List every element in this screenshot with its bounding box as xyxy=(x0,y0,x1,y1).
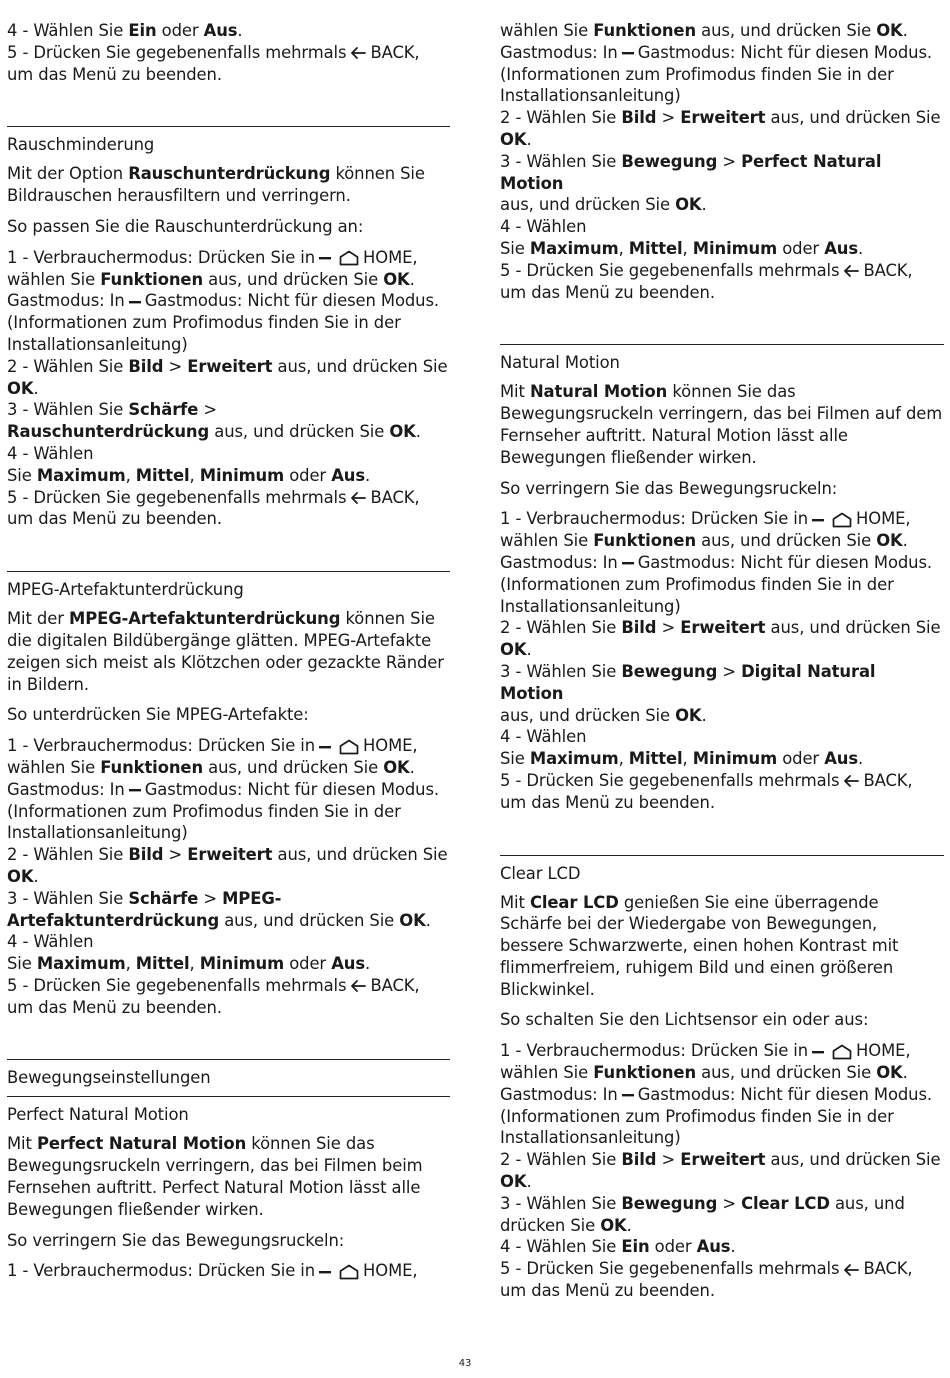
section-heading: MPEG-Artefaktunterdrückung xyxy=(7,580,244,600)
section-how: So passen Sie die Rauschunterdrückung an: xyxy=(7,216,364,236)
step-4: 4 - Wählen Sie Maximum, Mittel, Minimum oder Aus. xyxy=(7,443,371,485)
step-4: 4 - Wählen Sie Ein oder Aus. xyxy=(7,21,243,40)
step-1: 1 - Verbrauchermodus: Drücken Sie in HOME, wählen Sie Funktionen aus, und drücken Sie OK. xyxy=(7,736,418,777)
step-1-continued: wählen Sie Funktionen aus, und drücken Sie OK. xyxy=(500,21,908,40)
step-3: 3 - Wählen Sie Bewegung > Perfect Natural Motion aus, und drücken Sie OK. xyxy=(500,151,882,215)
guest-mode-note: Gastmodus: In Gastmodus: Nicht für diesen Modus. xyxy=(500,1084,933,1104)
section-how: So unterdrücken Sie MPEG-Artefakte: xyxy=(7,705,309,725)
guest-mode-note: Gastmodus: In Gastmodus: Nicht für diesen Modus. xyxy=(7,291,440,311)
profi-mode-note: (Informationen zum Profimodus finden Sie in der Installationsanleitung) xyxy=(7,313,401,354)
section-intro: Mit der Option Rauschunterdrückung können Sie Bildrauschen herausfiltern und verringern. xyxy=(7,164,425,206)
section-clear-lcd xyxy=(500,855,944,1302)
step-3: 3 - Wählen Sie Bewegung > Clear LCD aus, und drücken Sie OK. xyxy=(500,1193,905,1235)
section-natural-motion xyxy=(500,344,944,813)
profi-mode-note: (Informationen zum Profimodus finden Sie in der Installationsanleitung) xyxy=(7,801,401,843)
step-3: 3 - Wählen Sie Bewegung > Digital Natural Motion aus, und drücken Sie OK. xyxy=(500,661,876,725)
section-intro: Mit Perfect Natural Motion können Sie das Bewegungsruckeln verringern, das bei Filmen beim Fernsehen auftritt. Perfect Natural Motion lässt alle Bewegungen fließender wirken. xyxy=(7,1134,423,1219)
top-steps xyxy=(7,20,450,85)
step-2: 2 - Wählen Sie Bild > Erweitert aus, und drücken Sie OK. xyxy=(500,618,941,660)
step-4: 4 - Wählen Sie Maximum, Mittel, Minimum oder Aus. xyxy=(7,932,371,974)
step-5: 5 - Drücken Sie gegebenenfalls mehrmals BACK, um das Menü zu beenden. xyxy=(7,487,420,529)
minus-icon xyxy=(812,518,824,522)
step-5: 5 - Drücken Sie gegebenenfalls mehrmals BACK, um das Menü zu beenden. xyxy=(500,770,913,812)
minus-icon xyxy=(812,1050,824,1054)
section-how: So verringern Sie das Bewegungsruckeln: xyxy=(7,1230,345,1250)
minus-icon xyxy=(319,745,331,749)
section-intro: Mit Clear LCD genießen Sie eine überragende Schärfe bei der Wiedergabe von Bewegungen, bessere Schwarzwerte, einen hohen Kontrast mit flimmerfreiem, ruhigem Bild und einen größeren Blickwinkel. xyxy=(500,892,899,999)
step-4: 4 - Wählen Sie Maximum, Mittel, Minimum oder Aus. xyxy=(500,217,864,258)
step-2: 2 - Wählen Sie Bild > Erweitert aus, und drücken Sie OK. xyxy=(7,356,448,398)
home-icon xyxy=(339,739,359,755)
step-2: 2 - Wählen Sie Bild > Erweitert aus, und drücken Sie OK. xyxy=(7,845,448,886)
steps xyxy=(500,508,944,813)
step-2: 2 - Wählen Sie Bild > Erweitert aus, und drücken Sie OK. xyxy=(500,108,941,149)
section-noise-reduction xyxy=(7,126,450,530)
right-column xyxy=(500,20,944,1302)
profi-mode-note: (Informationen zum Profimodus finden Sie in der Installationsanleitung) xyxy=(500,1106,894,1148)
back-arrow-icon xyxy=(843,264,859,278)
back-arrow-icon xyxy=(350,46,366,60)
home-icon xyxy=(832,512,852,528)
minus-icon xyxy=(129,300,141,304)
step-1: 1 - Verbrauchermodus: Drücken Sie in HOME, wählen Sie Funktionen aus, und drücken Sie OK. xyxy=(500,509,911,551)
minus-icon xyxy=(319,1270,331,1274)
profi-mode-note: (Informationen zum Profimodus finden Sie in der Installationsanleitung) xyxy=(500,64,894,106)
guest-mode-note: Gastmodus: In Gastmodus: Nicht für diesen Modus. xyxy=(500,42,933,62)
step-4: 4 - Wählen Sie Maximum, Mittel, Minimum oder Aus. xyxy=(500,727,864,769)
section-intro: Mit Natural Motion können Sie das Bewegungsruckeln verringern, das bei Filmen auf dem Fernseher auftritt. Natural Motion lässt alle Bewegungen fließender wirken. xyxy=(500,382,943,467)
home-icon xyxy=(832,1044,852,1060)
step-3: 3 - Wählen Sie Schärfe > MPEG- Artefaktunterdrückung aus, und drücken Sie OK. xyxy=(7,888,431,930)
step-3: 3 - Wählen Sie Schärfe > Rauschunterdrückung aus, und drücken Sie OK. xyxy=(7,400,421,442)
section-how: So schalten Sie den Lichtsensor ein oder aus: xyxy=(500,1010,869,1030)
guest-mode-note: Gastmodus: In Gastmodus: Nicht für diesen Modus. xyxy=(500,552,933,572)
section-heading: Rauschminderung xyxy=(7,135,155,155)
minus-icon xyxy=(622,561,634,565)
minus-icon xyxy=(622,51,634,55)
back-arrow-icon xyxy=(350,979,366,993)
section-intro: Mit der MPEG-Artefaktunterdrückung können Sie die digitalen Bildübergänge glätten. MPEG-Artefakte zeigen sich meist als Klötzchen oder gezackte Ränder in Bildern. xyxy=(7,609,444,694)
page-number: 43 xyxy=(458,1358,472,1369)
subsection-heading: Perfect Natural Motion xyxy=(7,1105,189,1125)
home-icon xyxy=(339,250,359,266)
section-mpeg-artifact-reduction xyxy=(7,571,450,1018)
section-heading: Natural Motion xyxy=(500,353,620,373)
section-how: So verringern Sie das Bewegungsruckeln: xyxy=(500,478,838,498)
pnm-steps-continued xyxy=(500,20,944,303)
steps xyxy=(7,735,450,1018)
step-1: 1 - Verbrauchermodus: Drücken Sie in HOME, wählen Sie Funktionen aus, und drücken Sie OK. xyxy=(500,1041,911,1083)
section-heading: Bewegungseinstellungen xyxy=(7,1068,211,1088)
step-2: 2 - Wählen Sie Bild > Erweitert aus, und drücken Sie OK. xyxy=(500,1150,941,1192)
guest-mode-note: Gastmodus: In Gastmodus: Nicht für diesen Modus. xyxy=(7,779,440,799)
minus-icon xyxy=(622,1093,634,1097)
home-icon xyxy=(339,1264,359,1280)
section-motion-settings xyxy=(7,1059,450,1282)
step-5: 5 - Drücken Sie gegebenenfalls mehrmals BACK, um das Menü zu beenden. xyxy=(7,42,420,84)
left-column xyxy=(7,20,450,1282)
step-4: 4 - Wählen Sie Ein oder Aus. xyxy=(500,1237,736,1257)
step-5: 5 - Drücken Sie gegebenenfalls mehrmals BACK, um das Menü zu beenden. xyxy=(7,975,420,1017)
steps xyxy=(500,1040,944,1302)
profi-mode-note: (Informationen zum Profimodus finden Sie in der Installationsanleitung) xyxy=(500,574,894,616)
step-1: 1 - Verbrauchermodus: Drücken Sie in HOME, wählen Sie Funktionen aus, und drücken Sie OK. xyxy=(7,247,418,289)
minus-icon xyxy=(129,788,141,792)
step-5: 5 - Drücken Sie gegebenenfalls mehrmals BACK, um das Menü zu beenden. xyxy=(500,1259,913,1301)
minus-icon xyxy=(319,256,331,260)
section-heading: Clear LCD xyxy=(500,863,581,883)
step-1: 1 - Verbrauchermodus: Drücken Sie in HOME, xyxy=(7,1261,418,1281)
back-arrow-icon xyxy=(843,774,859,788)
step-5: 5 - Drücken Sie gegebenenfalls mehrmals BACK, um das Menü zu beenden. xyxy=(500,260,913,302)
steps xyxy=(7,247,450,530)
back-arrow-icon xyxy=(350,491,366,505)
back-arrow-icon xyxy=(843,1263,859,1277)
